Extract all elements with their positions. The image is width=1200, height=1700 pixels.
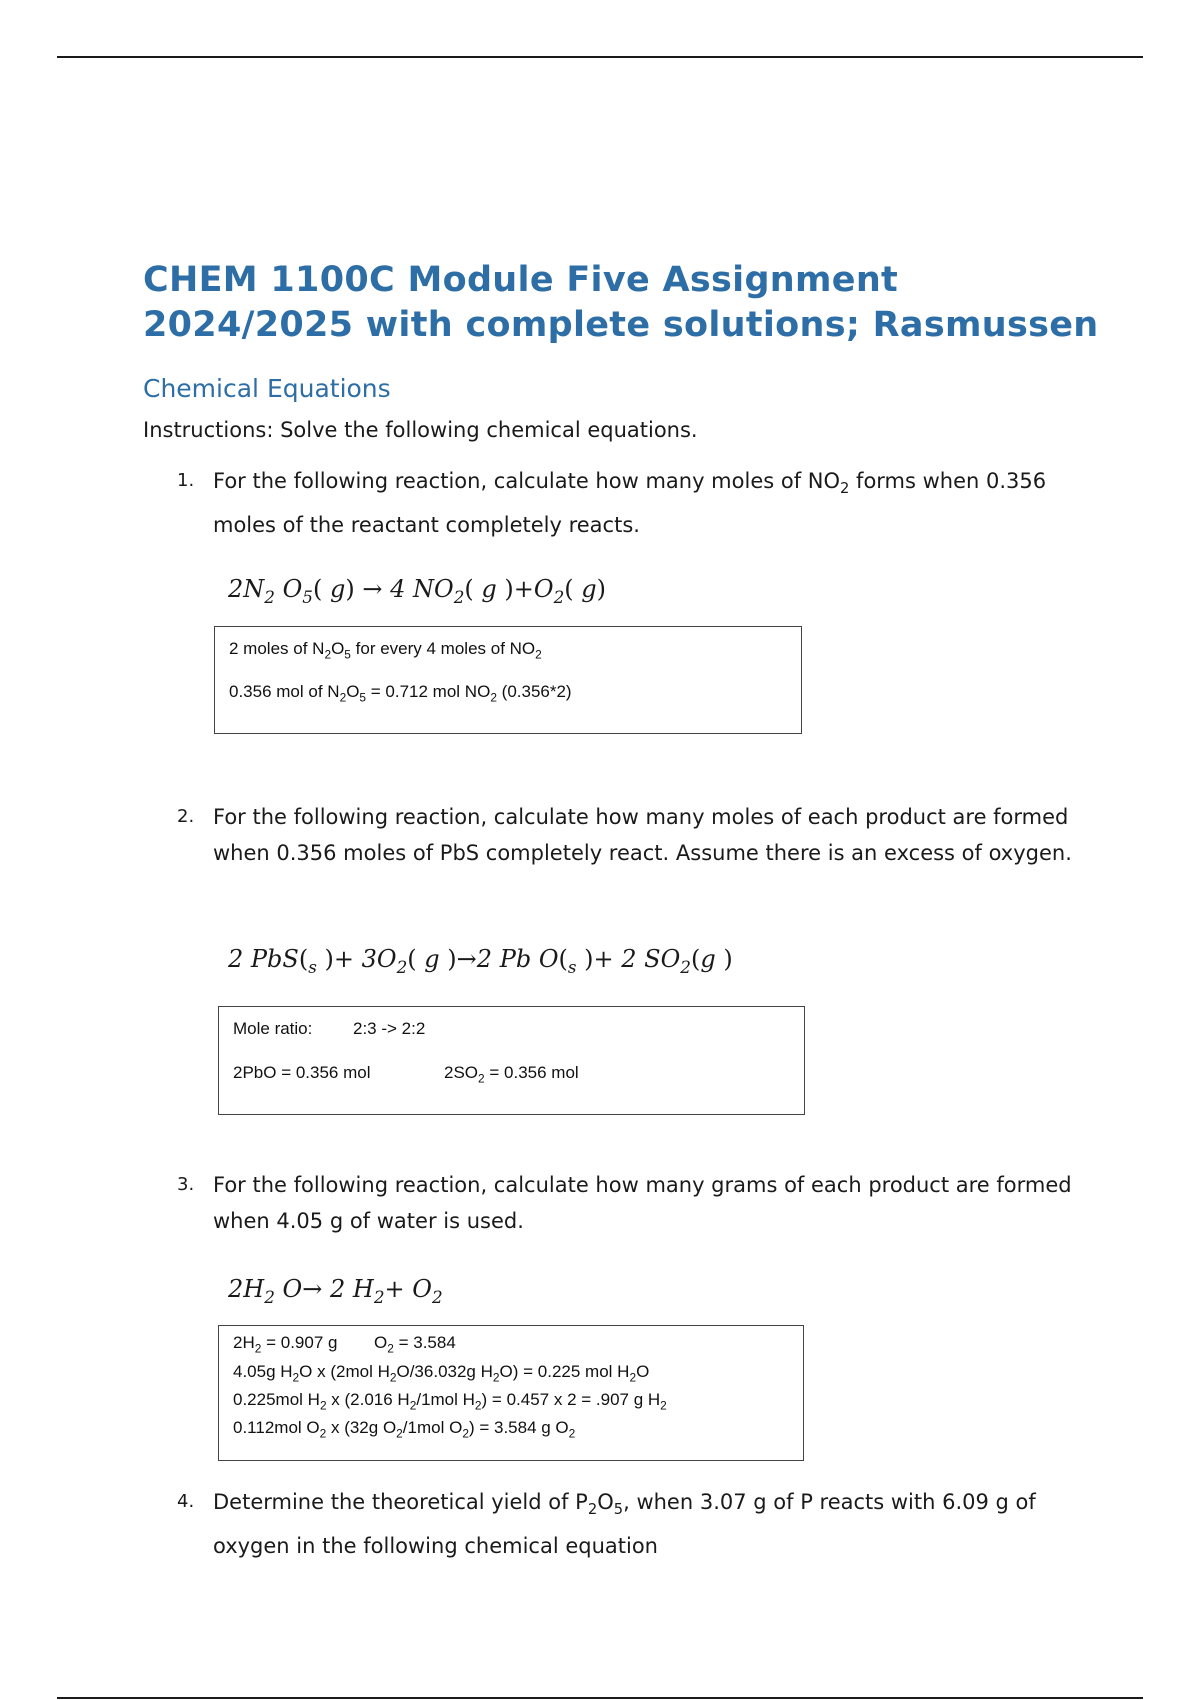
answer-1-line-1: 2 moles of $N_2O_5$ for every 4 moles of $NO_2$ (229, 639, 542, 662)
title-line-1: CHEM 1100C Module Five Assignment (143, 260, 899, 300)
answer-3-line-1: $2H_2 = 0.907$ g (233, 1333, 338, 1356)
question-2-equation: 2 $PbS(_s$ )+ $3O_2$( g )→2 Pb $O(_s$ )+ 2 $SO_2(g$ ) (228, 945, 733, 977)
question-2-answer-box (218, 1006, 805, 1115)
footer-rule (57, 1697, 1143, 1699)
title-line-2: 2024/2025 with complete solutions; Rasmussen (143, 305, 1099, 345)
answer-3-line-4: 0.112mol $O_2$ x (32g $O_2/1mol$ $O_2) = 3.584$ g $O_2$ (233, 1418, 576, 1441)
answer-2-line-2: 2PbO = 0.356 mol (233, 1063, 371, 1082)
answer-2-line-1-ratio: 2:3 -> 2:2 (353, 1019, 426, 1038)
answer-3-line-1-o2: $O_2 = 3.584$ (374, 1333, 456, 1356)
instructions-text: Instructions: Solve the following chemical equations. (143, 418, 698, 442)
question-3-number: 3. (177, 1174, 195, 1195)
answer-3-line-2: 4.05g $H_2O$ x (2mol $H_2O/36.032g$ $H_2O) = 0.225$ mol $H_2O$ (233, 1362, 650, 1385)
question-1-text: For the following reaction, calculate how many moles of $NO_2$ forms when 0.356 moles of the reactant completely reacts. (213, 469, 1047, 538)
question-2-text: For the following reaction, calculate how many moles of each product are formed when 0.356 moles of PbS completely react. Assume there is an excess of oxygen. (213, 805, 1072, 865)
answer-3-line-3: 0.225mol $H_2$ x (2.016 $H_2/1mol$ $H_2) = 0.457$ x 2 = .907 g $H_2$ (233, 1390, 667, 1413)
question-1-number: 1. (177, 470, 195, 491)
answer-1-line-2: 0.356 mol of $N_2O_5 = 0.712$ mol $NO_2$ (0.356*2) (229, 682, 572, 705)
question-1-equation: $2N_2$ $O_5$( g) → 4 $NO_2$( g )$+O_2$( g) (228, 575, 607, 607)
question-4-text: Determine the theoretical yield of $P_2O_5$, when 3.07 g of P reacts with 6.09 g of oxygen in the following chemical equation (213, 1490, 1036, 1559)
question-3-equation: $2H_2$ O→ 2 $H_2+ O_2$ (228, 1275, 443, 1307)
header-rule (57, 56, 1143, 58)
answer-2-line-1: Mole ratio: (233, 1019, 313, 1038)
section-heading: Chemical Equations (143, 374, 391, 403)
answer-2-line-2-so2: $2SO_2 = 0.356$ mol (444, 1063, 579, 1086)
question-2-number: 2. (177, 806, 195, 827)
question-3-answer-box (218, 1325, 804, 1461)
document-title (143, 258, 1143, 348)
question-3-text: For the following reaction, calculate how many grams of each product are formed when 4.05 g of water is used. (213, 1173, 1072, 1233)
question-1-answer-box (214, 626, 802, 734)
question-4-number: 4. (177, 1491, 195, 1512)
